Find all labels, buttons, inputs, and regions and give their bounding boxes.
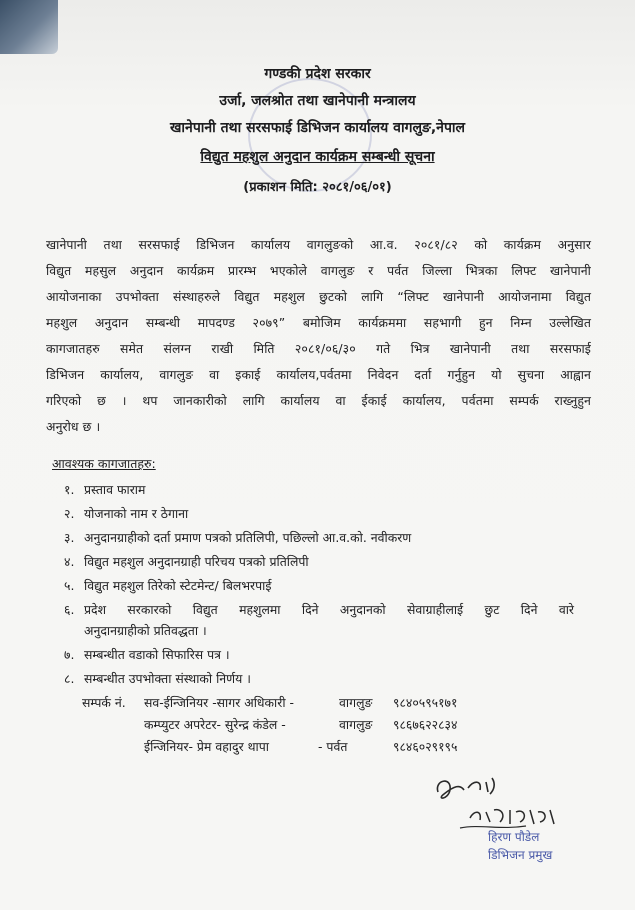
publish-date: (प्रकाशन मिति: २०८१/०६/०१) <box>243 180 392 195</box>
list-item <box>64 670 251 687</box>
list-item-text: सम्बन्धीत उपभोक्ता संस्थाको निर्णय । <box>84 671 251 686</box>
list-item-text: विद्युत महशुल तिरेको स्टेटमेन्ट/ बिलभरपाई <box>84 578 272 593</box>
scan-corner-shadow <box>0 0 58 54</box>
contact-person: सव-ईन्जिनियर -सागर अधिकारी - <box>144 695 294 710</box>
contact-place: - पर्वत <box>318 739 348 754</box>
list-item-continuation: अनुदानग्राहीको प्रतिवद्धता । <box>84 623 207 638</box>
body-line: डिभिजन कार्यालय, वागलुङ वा इकाई कार्यालय,पर्वतमा निवेदन दर्ता गर्नुहुन यो सुचना आह्वान <box>46 367 591 382</box>
notice-title-text: विद्युत महशुल अनुदान कार्यक्रम सम्बन्धी सूचना <box>200 149 435 165</box>
contact-place: वागलुङ <box>339 717 373 732</box>
list-item-text: योजनाको नाम र ठेगाना <box>84 506 189 521</box>
body-line: विद्युत महसुल अनुदान कार्यक्रम प्रारम्भ भएकोले वागलुङ र पर्वत जिल्ला भित्रका लिफ्ट खानेपानी <box>46 263 591 278</box>
contact-place: वागलुङ <box>339 695 373 710</box>
header-government: गण्डकी प्रदेश सरकार <box>264 66 371 82</box>
body-line: खानेपानी तथा सरसफाई डिभिजन कार्यालय वागलुङको आ.व. २०८१/८२ को कार्यक्रम अनुसार <box>46 237 591 252</box>
list-item-text: विद्युत महशुल अनुदानग्राही परिचय पत्रको प्रतिलिपी <box>84 554 309 569</box>
list-item <box>64 505 188 522</box>
list-item-number: ६. <box>64 602 75 617</box>
list-item <box>64 529 411 546</box>
body-line: कागजातहरु समेत संलग्न राखी मिति २०८१/०६/३० गते भित्र खानेपानी तथा सरसफाई <box>46 341 591 356</box>
contact-person: कम्प्युटर अपरेटर- सुरेन्द्र कंडेल - <box>144 717 286 732</box>
list-item-number: ३. <box>64 530 75 545</box>
list-item <box>64 481 145 498</box>
list-item-text: प्रदेश सरकारको विद्युत महशुलमा दिने अनुदानको सेवाग्राहीलाई छुट दिने वारे <box>84 602 574 617</box>
list-item <box>64 646 230 663</box>
body-line: अनुरोध छ । <box>46 419 101 434</box>
list-item-number: ७. <box>64 647 75 662</box>
list-item <box>64 577 271 594</box>
contact-person: ईन्जिनियर- प्रेम वहादुर थापा <box>144 739 269 754</box>
body-line: गरिएको छ । थप जानकारीको लागि कार्यालय वा ईकाई कार्यालय, पर्वतमा सम्पर्क राख्नुहुन <box>46 393 591 408</box>
list-item-text: प्रस्ताव फाराम <box>84 482 146 497</box>
contact-phone: ९८४६०२९१९५ <box>393 739 458 754</box>
list-item-number: १. <box>64 482 75 497</box>
signatory-name: हिरण पौडेल <box>488 830 540 844</box>
contact-phone: ९८६७६२२८३४ <box>393 717 458 732</box>
header-office: खानेपानी तथा सरसफाई डिभिजन कार्यालय वागलुङ,नेपाल <box>169 120 466 136</box>
header-ministry: उर्जा, जलश्रोत तथा खानेपानी मन्त्रालय <box>219 93 416 109</box>
list-item-number: ८. <box>64 671 75 686</box>
notice-title <box>0 147 635 166</box>
signatory-designation: डिभिजन प्रमुख <box>488 848 553 862</box>
list-item-text: सम्बन्धीत वडाको सिफारिस पत्र । <box>84 647 230 662</box>
contact-phone: ९८४०५९५१७१ <box>393 695 458 710</box>
contact-label: सम्पर्क नं. <box>82 695 126 710</box>
body-line: आयोजनाका उपभोक्ता संस्थाहरुले विद्युत महशुल छुटको लागि “लिफ्ट खानेपानी आयोजनामा विद्युत <box>46 289 591 304</box>
requirements-title: आवश्यक कागजातहरु: <box>52 456 156 471</box>
list-item <box>64 601 576 618</box>
body-line: महशुल अनुदान सम्बन्धी मापदण्ड २०७९” बमोजिम कार्यक्रममा सहभागी हुन निम्न उल्लेखित <box>46 315 591 330</box>
list-item-number: २. <box>64 506 75 521</box>
list-item-text: अनुदानग्राहीको दर्ता प्रमाण पत्रको प्रतिलिपी, पछिल्लो आ.व.को. नवीकरण <box>84 530 412 545</box>
list-item-number: ५. <box>64 578 75 593</box>
list-item-number: ४. <box>64 554 75 569</box>
list-item <box>64 553 309 570</box>
